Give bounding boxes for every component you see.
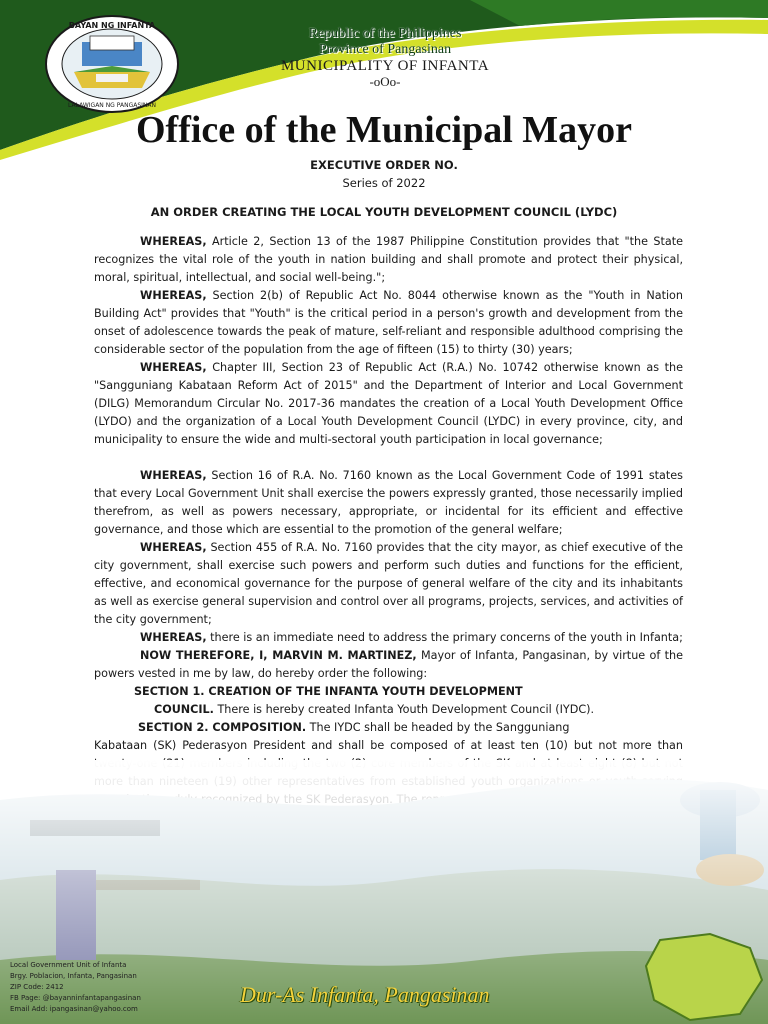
office-title: Office of the Municipal Mayor — [135, 109, 632, 151]
whereas-paragraph: WHEREAS, there is an immediate need to address the primary concerns of the youth in Infanta; — [140, 631, 683, 644]
contact-block — [10, 960, 230, 1015]
section-1 — [94, 683, 683, 719]
whereas-paragraph: WHEREAS, Section 16 of R.A. No. 7160 known as the Local Government Code of 1991 states that every Local Government Unit shall exercise the powers expressly granted, those necessarily implied therefrom, as well as powers necessary, appropriate, or incidental for its efficient and effective governance, and those which are essential to the promotion of the general welfare; — [94, 469, 683, 536]
municipality-line: MUNICIPALITY OF INFANTA — [280, 58, 490, 74]
republic-line: Republic of the Philippines — [308, 26, 462, 41]
contact-address: Brgy. Poblacion, Infanta, Pangasinan — [10, 972, 137, 980]
svg-text:LALAWIGAN NG PANGASINAN: LALAWIGAN NG PANGASINAN — [68, 102, 156, 109]
section-1-heading: SECTION 1. CREATION OF THE INFANTA YOUTH DEVELOPMENT — [134, 685, 523, 698]
section-1-text: There is hereby created Infanta Youth Development Council (IYDC). — [213, 703, 595, 716]
municipality-map-graphic — [640, 930, 768, 1024]
contact-email[interactable]: Email Add: ipangasinan@yahoo.com — [10, 1005, 138, 1013]
province-line: Province of Pangasinan — [318, 42, 452, 57]
svg-text:BAYAN NG INFANTA: BAYAN NG INFANTA — [68, 21, 156, 30]
executive-order-number: EXECUTIVE ORDER NO. — [310, 158, 458, 172]
separator-line: -oOo- — [369, 74, 401, 89]
municipal-seal-logo — [44, 14, 180, 114]
now-therefore-paragraph: NOW THEREFORE, I, MARVIN M. MARTINEZ, Mayor of Infanta, Pangasinan, by virtue of the powers vested in me by law, do hereby order the following: — [94, 649, 683, 680]
whereas-paragraph: WHEREAS, Section 455 of R.A. No. 7160 provides that the city mayor, as chief executive of the city government, shall exercise such powers and perform such duties and functions for the efficient, effective, and economical governance for the purpose of general welfare of the city and its inhabitants as well as exercise general supervision and control over all programs, projects, services, and activities of the city government; — [94, 541, 683, 626]
section-2-heading: SECTION 2. COMPOSITION. — [138, 721, 307, 734]
whereas-paragraph: WHEREAS, Section 2(b) of Republic Act No. 8044 otherwise known as the "Youth in Nation Building Act" provides that "Youth" is the critical period in a person's growth and development from the onset of adolescence towards the peak of mature, self-reliant and responsible adulthood comprising the considerable sector of the population from the age of fifteen (15) to thirty (30) years; — [94, 289, 683, 356]
whereas-paragraph: WHEREAS, Chapter III, Section 23 of Republic Act (R.A.) No. 10742 otherwise known as the "Sangguniang Kabataan Reform Act of 2015" and the Department of Interior and Local Government (DILG) Memorandum Circular No. 2017-36 mandates the creation of a Local Youth Development Office (LYDO) and the organization of a Local Youth Development Council (LYDC) in every province, city, and municipality to ensure the wide and multi-sectoral youth participation in local governance; — [94, 361, 683, 446]
footer-motto: Dur-As Infanta, Pangasinan — [240, 982, 490, 1007]
order-title: AN ORDER CREATING THE LOCAL YOUTH DEVELOPMENT COUNCIL (LYDC) — [150, 205, 618, 219]
contact-fb-page[interactable]: FB Page: @bayanninfantapangasinan — [10, 994, 141, 1002]
contact-lgu: Local Government Unit of Infanta — [10, 961, 127, 969]
letterhead — [200, 26, 570, 90]
executive-order-heading — [0, 156, 768, 192]
section-2-body: Kabataan (SK) Pederasyon President and shall be composed of at least ten (10) but not more than — [94, 739, 683, 752]
section-2 — [94, 719, 683, 737]
contact-zip: ZIP Code: 2412 — [10, 983, 64, 991]
whereas-paragraph: WHEREAS, Article 2, Section 13 of the 1987 Philippine Constitution provides that "the State recognizes the vital role of the youth in nation building and shall promote and protect their physical, moral, spiritual, intellectual, and social well-being."; — [94, 235, 683, 284]
section-2-text: The IYDC shall be headed by the Sangguniang — [306, 721, 570, 734]
section-1-heading-cont: COUNCIL. — [154, 703, 214, 716]
executive-order-series: Series of 2022 — [342, 176, 426, 190]
